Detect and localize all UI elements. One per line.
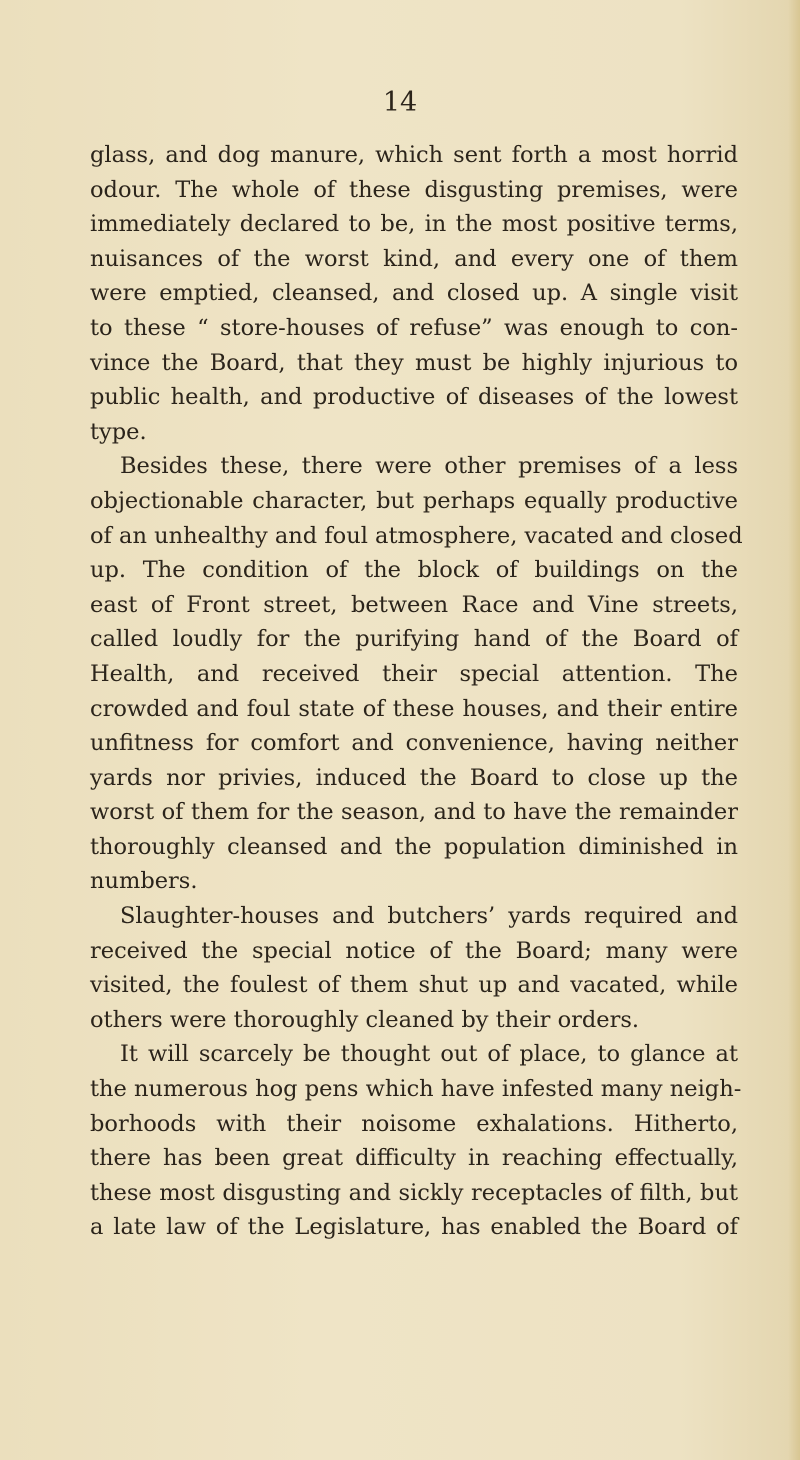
text-line: vince the Board, that they must be highly injurious to [90, 349, 738, 376]
text-line: there has been great difficulty in reaching effectually, [90, 1145, 738, 1172]
text-line: Besides these, there were other premises of a less [120, 453, 738, 480]
page-number: 14 [382, 87, 418, 118]
text-line: immediately declared to be, in the most positive terms, [90, 211, 738, 238]
text-line: called loudly for the purifying hand of the Board of [90, 626, 738, 653]
page-edge-shadow [788, 0, 800, 1460]
text-line: nuisances of the worst kind, and every one of them [90, 245, 738, 272]
text-line: Slaughter-houses and butchers’ yards required and [120, 903, 738, 930]
text-line: worst of them for the season, and to have the remainder [90, 799, 738, 826]
text-line: received the special notice of the Board; many were [90, 937, 738, 964]
text-line: visited, the foulest of them shut up and vacated, while [90, 972, 738, 999]
text-line: of an unhealthy and foul atmosphere, vacated and closed [90, 522, 743, 549]
text-line: the numerous hog pens which have infested many neigh- [90, 1076, 742, 1103]
text-line: Health, and received their special attention. The [90, 660, 738, 687]
text-line: to these “ store-houses of refuse” was enough to con- [90, 314, 738, 341]
text-line: It will scarcely be thought out of place, to glance at [120, 1041, 738, 1068]
text-line: odour. The whole of these disgusting premises, were [90, 176, 738, 203]
text-line: east of Front street, between Race and Vine streets, [90, 591, 738, 618]
text-line: unfitness for comfort and convenience, having neither [90, 730, 738, 757]
text-line: borhoods with their noisome exhalations. Hitherto, [90, 1110, 738, 1137]
text-line: numbers. [90, 868, 198, 895]
text-line: objectionable character, but perhaps equally productive [90, 487, 738, 514]
text-line: type. [90, 418, 147, 445]
text-line: public health, and productive of diseases of the lowest [90, 384, 738, 411]
text-line: glass, and dog manure, which sent forth a most horrid [90, 142, 738, 168]
text-line: were emptied, cleansed, and closed up. A single visit [90, 280, 738, 307]
text-line: up. The condition of the block of buildings on the [90, 557, 738, 584]
text-line: others were thoroughly cleaned by their orders. [90, 1006, 640, 1033]
text-line: a late law of the Legislature, has enabled the Board of [90, 1214, 738, 1241]
text-line: crowded and foul state of these houses, and their entire [90, 695, 738, 722]
body-text [90, 138, 743, 1245]
text-line: thoroughly cleansed and the population diminished in [90, 833, 738, 860]
text-line: these most disgusting and sickly receptacles of filth, but [90, 1179, 738, 1206]
text-line: yards nor privies, induced the Board to close up the [90, 764, 738, 791]
